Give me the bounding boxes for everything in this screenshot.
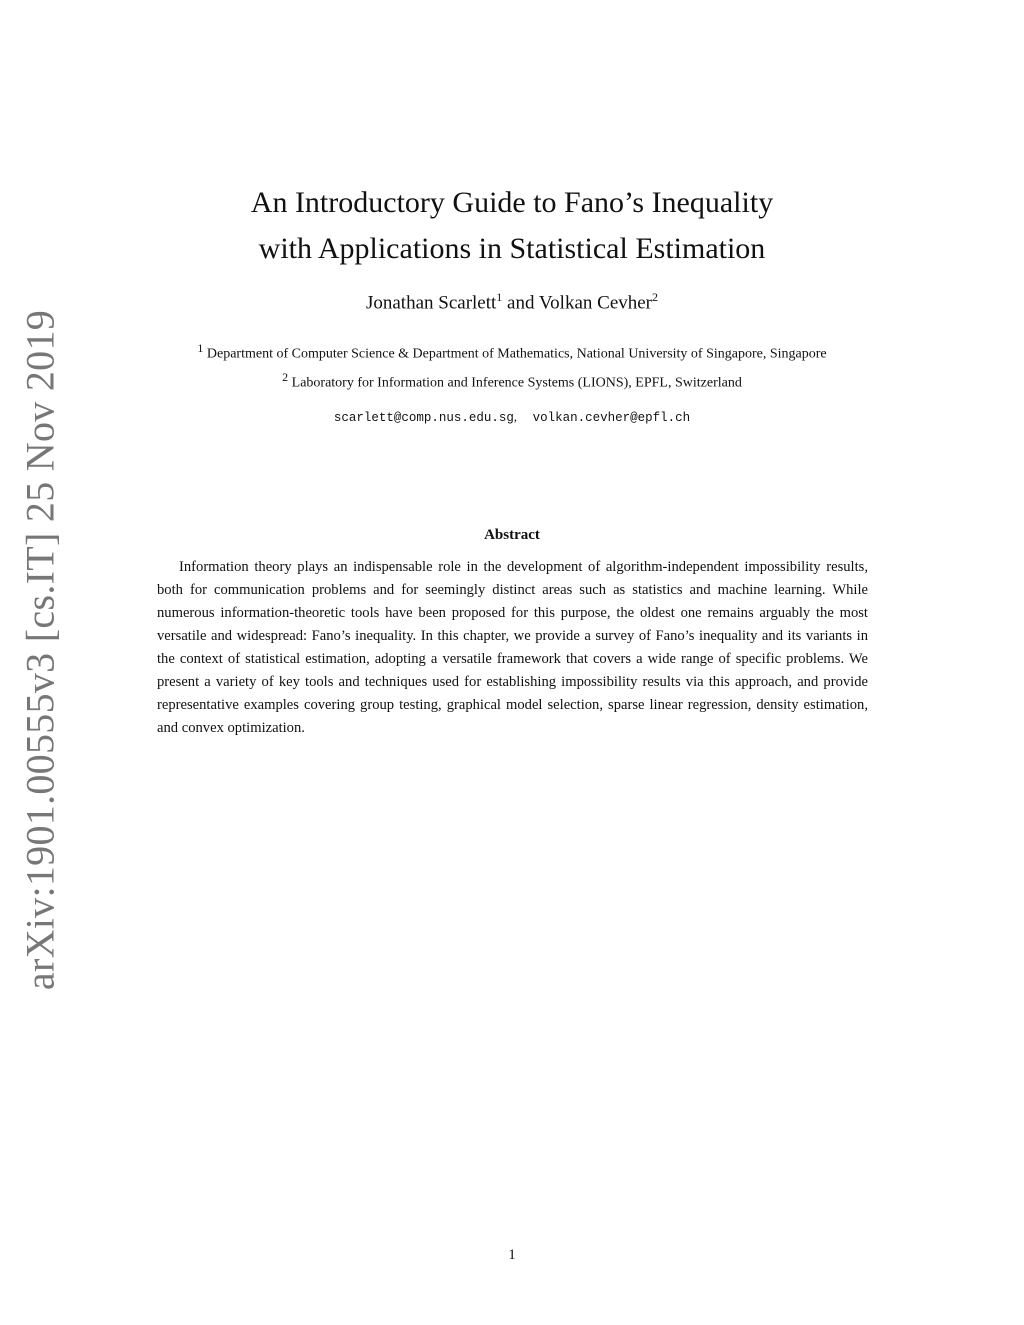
affiliation-text: Department of Computer Science & Department of Mathematics, National University of Singapore, Singapore	[206, 346, 827, 362]
abstract-body: Information theory plays an indispensable role in the development of algorithm-independent impossibility results, both for communication problems and for seemingly distinct areas such as statistics and machine learning. While numerous information-theoretic tools have been proposed for this purpose, the oldest one remains arguably the most versatile and widespread: Fano’s inequality. In this chapter, we provide a survey of Fano’s inequality and its variants in the context of statistical estimation, adopting a versatile framework that covers a wide range of specific problems. We present a variety of key tools and techniques used for establishing impossibility results via this approach, and provide representative examples covering group testing, graphical model selection, sparse linear regression, density estimation, and convex optimization.	[157, 559, 868, 736]
title-line-2: with Applications in Statistical Estimation	[258, 232, 766, 265]
email-link[interactable]: volkan.cevher@epfl.ch	[532, 411, 691, 425]
author-name: Volkan Cevher	[538, 292, 653, 314]
affiliation-2	[0, 370, 1024, 392]
email-link[interactable]: scarlett@comp.nus.edu.sg	[333, 411, 514, 425]
abstract-heading: Abstract	[484, 527, 540, 543]
author-conjunction: and	[507, 292, 535, 314]
email-separator: ,	[513, 410, 518, 424]
contact-emails	[0, 410, 1024, 425]
affiliation-mark: 2	[652, 290, 659, 304]
title-line-1: An Introductory Guide to Fano’s Inequality	[250, 186, 774, 219]
affiliation-mark: 1	[197, 341, 204, 355]
affiliation-text: Laboratory for Information and Inference Systems (LIONS), EPFL, Switzerland	[291, 375, 742, 391]
arxiv-identifier-stamp: arXiv:1901.00555v3 [cs.IT] 25 Nov 2019	[17, 309, 63, 991]
affiliation-1	[0, 341, 1024, 363]
author-list	[0, 290, 1024, 314]
paper-title	[0, 180, 1024, 272]
affiliation-mark: 1	[496, 290, 503, 304]
affiliation-mark: 2	[282, 370, 289, 384]
author-name: Jonathan Scarlett	[365, 292, 497, 314]
page-number: 1	[508, 1247, 516, 1263]
